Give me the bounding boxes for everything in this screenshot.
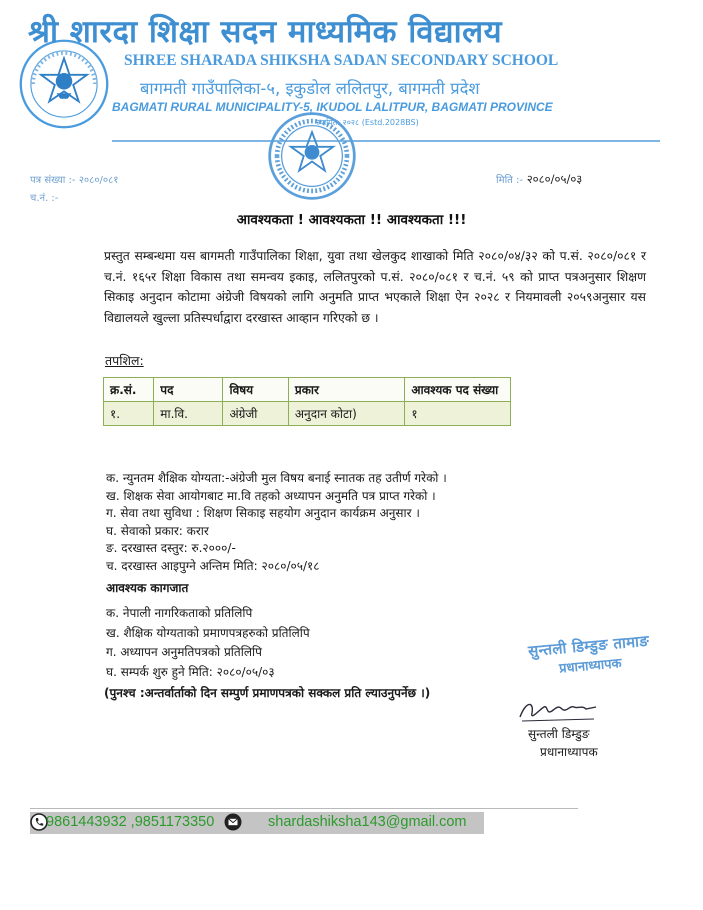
letterhead-divider	[112, 140, 660, 142]
reference-block	[30, 172, 230, 208]
signatory-name: सुन्तली डिम्डुङ	[528, 727, 590, 741]
establishment-note: स्थापित: २०२८ (Estd.2028BS)	[316, 118, 419, 127]
footer-email: shardashiksha143@gmail.com	[268, 814, 467, 830]
handwritten-signature-icon	[516, 697, 600, 725]
documents-heading: आवश्यक कागजात	[106, 581, 189, 595]
list-item: ग. सेवा तथा सुविधा : शिक्षण सिकाइ सहयोग अनुदान कार्यक्रम अनुसार ।	[106, 506, 420, 521]
school-name-nepali: श्री शारदा शिक्षा सदन माध्यमिक विद्यालय	[28, 14, 503, 50]
signature-stamp	[508, 629, 671, 687]
list-item: क. नेपाली नागरिकताको प्रतिलिपि	[106, 606, 253, 620]
list-item: ग. अध्यापन अनुमतिपत्रको प्रतिलिपि	[106, 645, 262, 659]
official-stamp-icon	[266, 110, 358, 202]
column-header: विषय	[223, 378, 288, 402]
requirements-list	[106, 470, 626, 576]
table-cell: अंग्रेजी	[223, 402, 288, 426]
stamp-role: प्रधानाध्यापक	[558, 656, 623, 677]
date-value: २०८०/०५/०३	[526, 172, 583, 186]
table-cell: १.	[104, 402, 154, 426]
list-item: घ. सेवाको प्रकार: करार	[106, 523, 209, 538]
notice-body: प्रस्तुत सम्बन्धमा यस बागमती गाउँपालिका शिक्षा, युवा तथा खेलकुद शाखाको मिति २०८०/०४/३२ को प.सं. २०८०/०८१ र च.नं. १६५र शिक्षा विकास तथा समन्वय इकाइ, ललितपुरको प.सं. २०८०/०८१ र च.नं. ५९ को प्राप्त पत्रअनुसार शिक्षण सिकाइ अनुदान कोटामा अंग्रेजी विषयको लागि अनुमति प्राप्त भएकाले शिक्षा ऐन २०२८ र नियमावली २०५९अनुसार यस विद्यालयले खुल्ला प्रतिस्पर्धाद्वारा दरखास्त आव्हान गरिएको छ ।	[104, 249, 646, 325]
table-header-row	[104, 378, 511, 402]
column-header: आवश्यक पद संख्या	[405, 378, 511, 402]
table-cell: अनुदान कोटा)	[288, 402, 404, 426]
column-header: पद	[154, 378, 223, 402]
dispatch-number: च.नं. :-	[30, 193, 59, 204]
address-nepali: बागमती गाउँपालिका-५, इकुडोल ललितपुर, बागमती प्रदेश	[140, 79, 480, 98]
address-english: BAGMATI RURAL MUNICIPALITY-5, IKUDOL LALITPUR, BAGMATI PROVINCE	[112, 100, 553, 114]
notice-heading: आवश्यकता ! आवश्यकता !! आवश्यकता !!!	[236, 212, 467, 228]
details-label: तपशिल:	[105, 353, 144, 368]
column-header: क्र.सं.	[104, 378, 154, 402]
column-header: प्रकार	[288, 378, 404, 402]
table-cell: मा.वि.	[154, 402, 223, 426]
table-row	[104, 402, 511, 426]
stamp-name: सुन्तली डिम्डुङ तामाङ	[527, 631, 650, 661]
date-label: मिति :-	[496, 175, 524, 186]
mail-icon	[224, 813, 242, 831]
list-item: ख. शैक्षिक योग्यताको प्रमाणपत्रहरुको प्रतिलिपि	[106, 625, 310, 640]
footer-divider	[30, 808, 578, 809]
list-item: घ. सम्पर्क शुरु हुने मिति: २०८०/०५/०३	[106, 664, 275, 679]
letter-number: पत्र संख्या :- २०८०/०८१	[30, 175, 119, 186]
postscript-note: (पुनश्च :अन्तर्वार्ताको दिन सम्पुर्ण प्रमाणपत्रको सक्कल प्रति ल्याउनुपर्नेछ ।)	[104, 686, 431, 700]
table-cell: १	[405, 402, 511, 426]
list-item: ख. शिक्षक सेवा आयोगबाट मा.वि तहको अध्यापन अनुमति पत्र प्राप्त गरेको ।	[106, 488, 436, 503]
footer-phone-numbers: 9861443932 ,9851173350	[46, 814, 215, 830]
signatory-role: प्रधानाध्यापक	[540, 745, 598, 759]
documents-list	[106, 604, 526, 682]
list-item: च. दरखास्त आइपुग्ने अन्तिम मिति: २०८०/०५/१८	[106, 558, 320, 573]
vacancy-table	[103, 377, 511, 426]
date-block	[496, 172, 636, 187]
list-item: क. न्युनतम शैक्षिक योग्यता:-अंग्रेजी मुल विषय बनाई स्नातक तह उतीर्ण गरेको ।	[106, 471, 447, 485]
school-name-english: SHREE SHARADA SHIKSHA SADAN SECONDARY SCHOOL	[124, 52, 559, 69]
list-item: ङ. दरखास्त दस्तुर: रु.२०००/-	[106, 541, 236, 556]
